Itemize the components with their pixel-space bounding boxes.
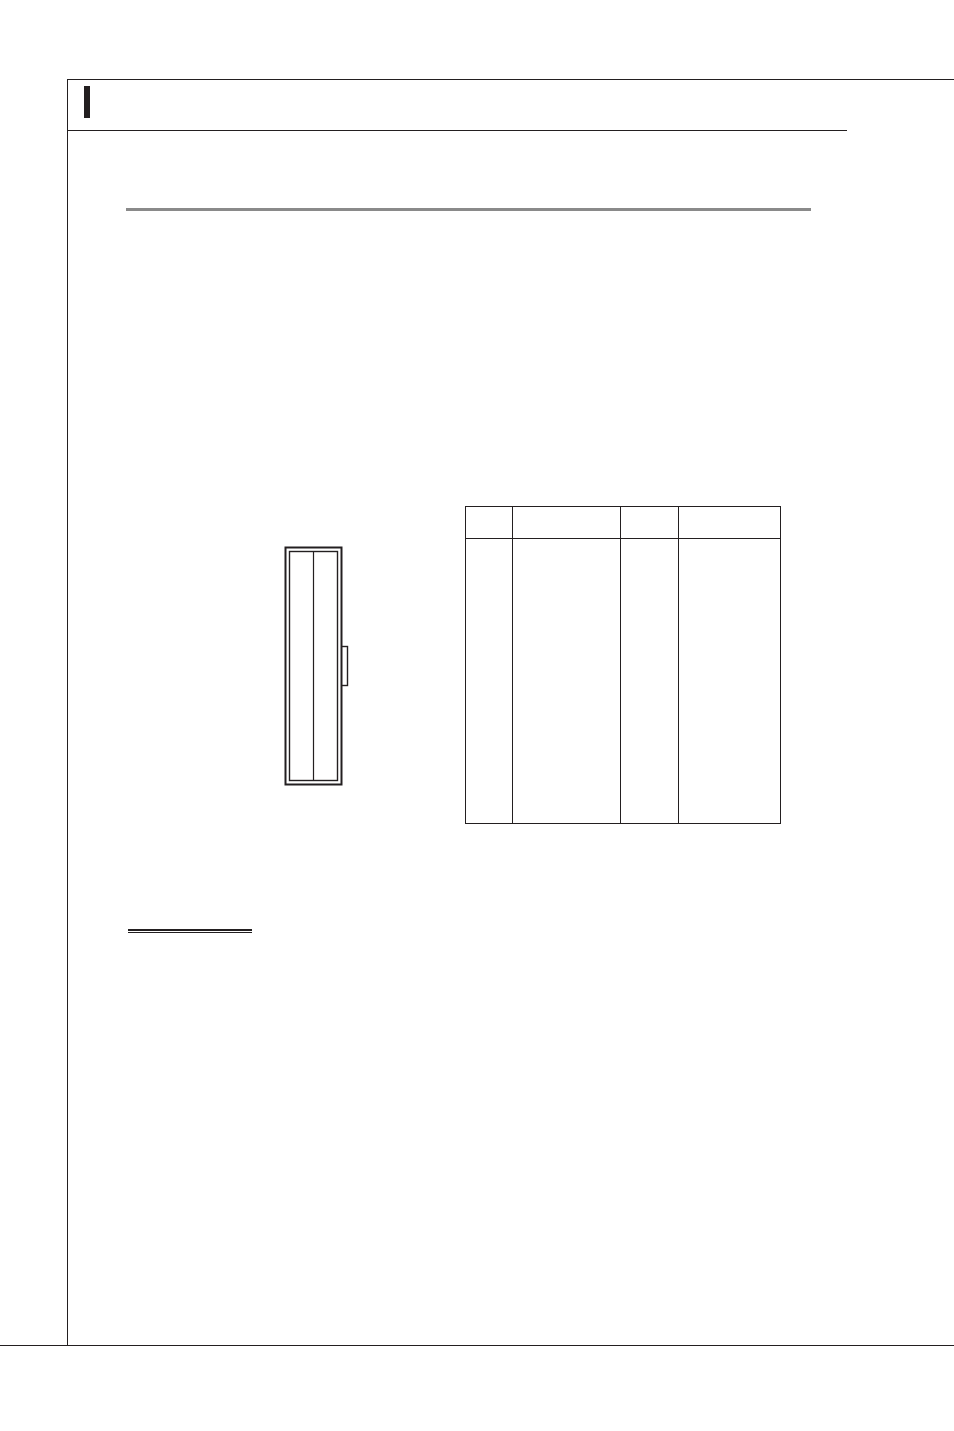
table-body-row — [466, 539, 781, 824]
pin-signal-table — [465, 506, 781, 824]
page-frame-left-line — [67, 79, 68, 1346]
connector-latch — [342, 647, 348, 686]
pin-column-right — [620, 539, 679, 824]
footer-divider — [0, 1345, 954, 1346]
signal-column-right — [679, 539, 781, 824]
header-signal-left — [512, 507, 620, 539]
pin-column-left — [466, 539, 513, 824]
important-underline-thin — [128, 932, 252, 933]
header-pin-right — [620, 507, 679, 539]
header-signal-right — [679, 507, 781, 539]
header-pin-left — [466, 507, 513, 539]
signal-column-left — [512, 539, 620, 824]
connector-housing — [286, 548, 342, 785]
section-divider — [126, 208, 811, 211]
important-underline — [128, 929, 252, 931]
table-header-row — [466, 507, 781, 539]
header-divider — [67, 130, 847, 131]
connector-inner-frame — [290, 552, 338, 781]
page-frame-top-line — [67, 79, 954, 80]
header-marker-bar — [84, 86, 90, 118]
